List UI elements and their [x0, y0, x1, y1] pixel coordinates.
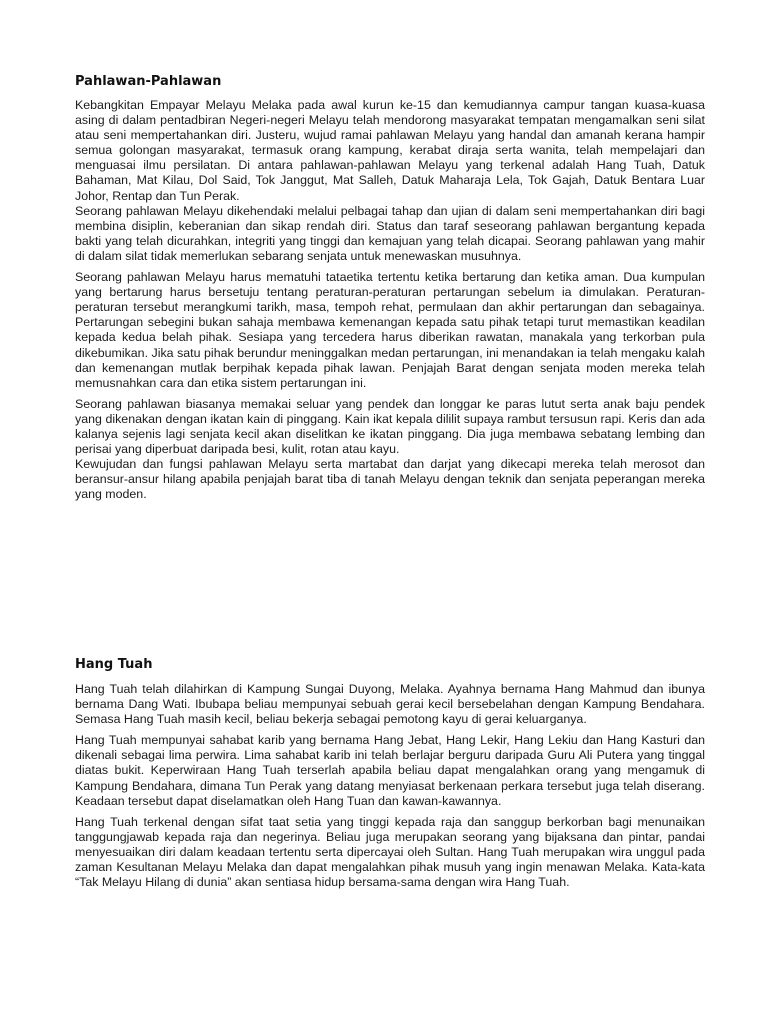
section-body-hang-tuah: [75, 682, 705, 890]
paragraph: Seorang pahlawan Melayu harus mematuhi tataetika tertentu ketika bertarung dan ketika aman. Dua kumpulan yang bertarung harus bersetuju tentang peraturan-peraturan pertarungan sebelum ia dimulakan. Peraturan-peraturan tersebut merangkumi tarikh, masa, tempoh rehat, permulaan dan akhir pertarungan dan sebagainya. Pertarungan sebegini bukan sahaja membawa kemenangan kepada satu pihak tetapi turut memastikan keadilan kepada kedua belah pihak. Sesiapa yang tercedera harus diberikan rawatan, manakala yang terkorban pula dikebumikan. Jika satu pihak berundur meninggalkan medan pertarungan, ini menandakan ia telah mengaku kalah dan kemenangan mutlak berpihak kepada pihak lawan. Penjajah Barat dengan senjata moden mereka telah memusnahkan cara dan etika sistem pertarungan ini.: [75, 270, 705, 390]
section-title-pahlawan: Pahlawan-Pahlawan: [75, 74, 222, 89]
paragraph: Hang Tuah terkenal dengan sifat taat setia yang tinggi kepada raja dan sanggup berkorban bagi menunaikan tanggungjawab kepada raja dan negerinya. Beliau juga merupakan seorang yang bijaksana dan pintar, pandai menyesuaikan diri dalam keadaan tertentu serta dipercayai oleh Sultan. Hang Tuah merupakan wira unggul pada zaman Kesultanan Melayu Melaka dan dapat mengalahkan pihak musuh yang ingin menawan Melaka. Kata-kata “Tak Melayu Hilang di dunia” akan sentiasa hidup bersama-sama dengan wira Hang Tuah.: [75, 814, 705, 890]
paragraph: Kewujudan dan fungsi pahlawan Melayu serta martabat dan darjat yang dikecapi mereka telah merosot dan beransur-ansur hilang apabila penjajah barat tiba di tanah Melayu dengan teknik dan senjata peperangan mereka yang moden.: [75, 457, 705, 502]
section-body-pahlawan: [75, 98, 705, 502]
paragraph: Hang Tuah mempunyai sahabat karib yang bernama Hang Jebat, Hang Lekir, Hang Lekiu dan Hang Kasturi dan dikenali sebagai lima perwira. Lima sahabat karib ini telah berlajar berguru daripada Guru Ali Putera yang tinggal diatas bukit. Keperwiraan Hang Tuah terserlah apabila beliau dapat mengalahkan orang yang mengamuk di Kampung Bendahara, dimana Tun Perak yang datang menyiasat berkenaan perkara tersebut juga telah diserang. Keadaan tersebut dapat diselamatkan oleh Hang Tuan dan kawan-kawannya.: [75, 733, 705, 808]
paragraph: Hang Tuah telah dilahirkan di Kampung Sungai Duyong, Melaka. Ayahnya bernama Hang Mahmud dan ibunya bernama Dang Wati. Ibubapa beliau mempunyai sebuah gerai kecil bersebelahan dengan Kampung Bendahara. Semasa Hang Tuah masih kecil, beliau bekerja sebagai pemotong kayu di gerai keluarganya.: [75, 682, 705, 727]
paragraph: Seorang pahlawan Melayu dikehendaki melalui pelbagai tahap dan ujian di dalam seni mempertahankan diri bagi membina disiplin, keberanian dan sikap rendah diri. Status dan taraf seseorang pahlawan bergantung kepada bakti yang telah dicurahkan, integriti yang tinggi dan kemajuan yang telah dicapai. Seorang pahlawan yang mahir di dalam silat tidak memerlukan sebarang senjata untuk menewaskan musuhnya.: [75, 203, 705, 263]
paragraph: Kebangkitan Empayar Melayu Melaka pada awal kurun ke-15 dan kemudiannya campur tangan kuasa-kuasa asing di dalam pentadbiran Negeri-negeri Melayu telah mendorong masyarakat tempatan mengamalkan seni silat atau seni mempertahankan diri. Justeru, wujud ramai pahlawan Melayu yang handal dan amanah kerana hampir semua golongan masyarakat, termasuk orang kampung, kerabat diraja serta wanita, telah mempelajari dan menguasai ilmu persilatan. Di antara pahlawan-pahlawan Melayu yang terkenal adalah Hang Tuah, Datuk Bahaman, Mat Kilau, Dol Said, Tok Janggut, Mat Salleh, Datuk Maharaja Lela, Tok Gajah, Datuk Bentara Luar Johor, Rentap dan Tun Perak.: [75, 98, 705, 203]
paragraph: Seorang pahlawan biasanya memakai seluar yang pendek dan longgar ke paras lutut serta anak baju pendek yang dikenakan dengan ikatan kain di pinggang. Kain ikat kepala dililit supaya rambut tersusun rapi. Keris dan ada kalanya sejenis lagi senjata kecil akan diselitkan ke ikatan pinggang. Dia juga membawa sebatang lembing dan perisai yang diperbuat daripada besi, kulit, rotan atau kayu.: [75, 396, 705, 457]
section-title-hang-tuah: Hang Tuah: [75, 657, 153, 672]
